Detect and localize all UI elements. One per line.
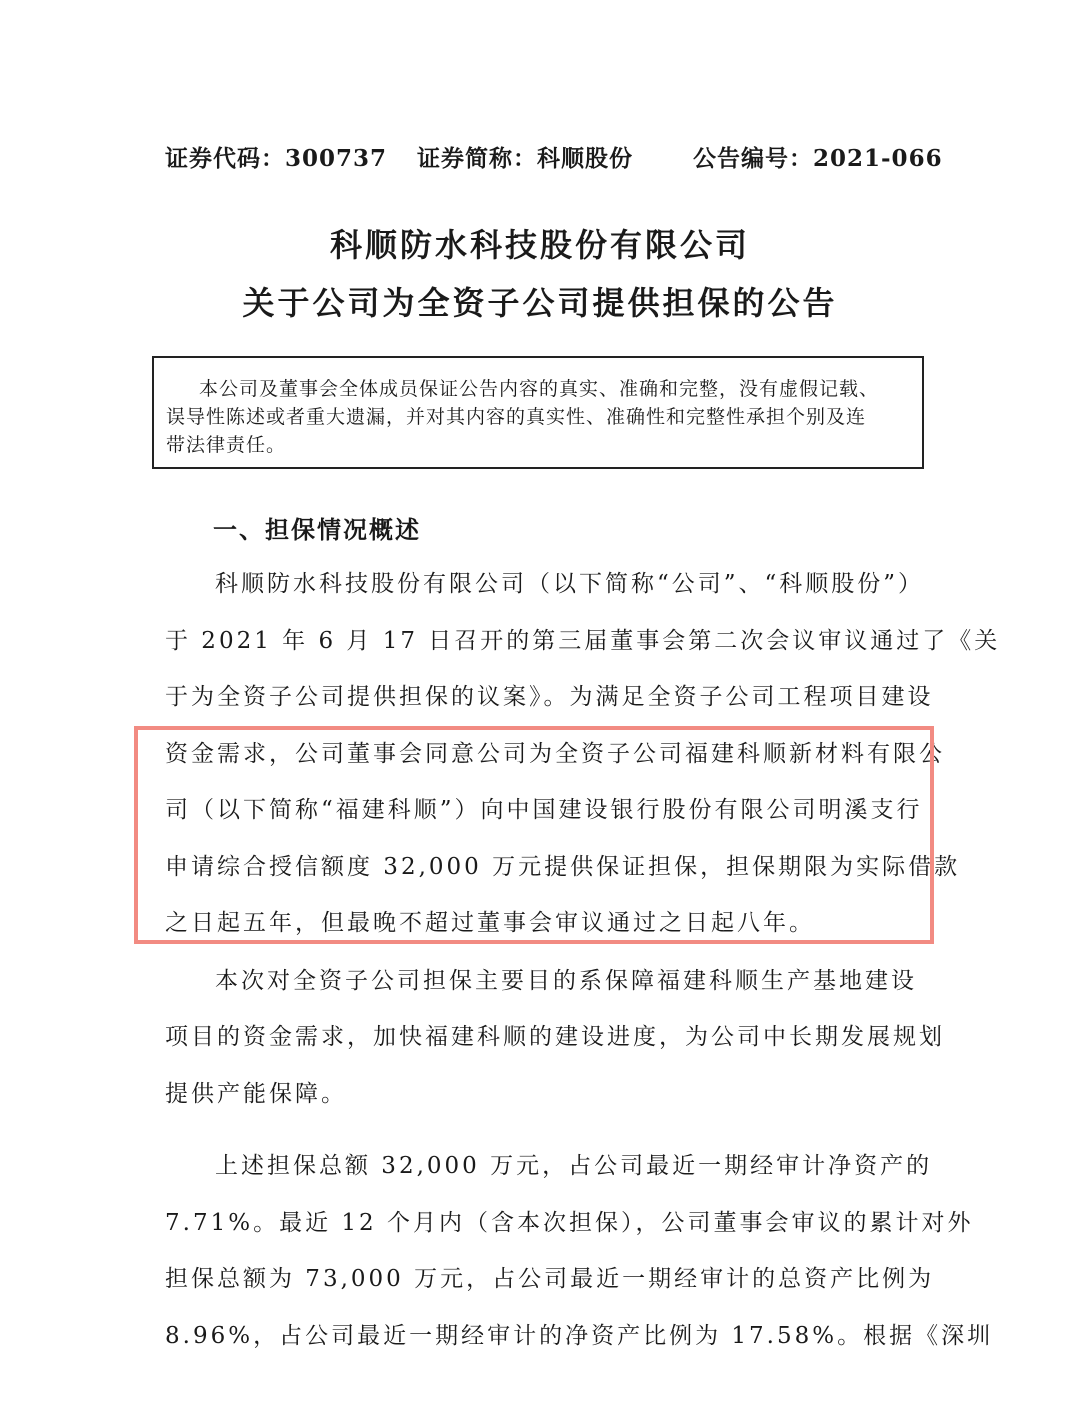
securities-abbreviation: 证券简称：科顺股份 <box>417 145 633 172</box>
paragraph-line: 本次对全资子公司担保主要目的系保障福建科顺生产基地建设 <box>215 968 917 994</box>
paragraph-line: 申请综合授信额度 32,000 万元提供保证担保，担保期限为实际借款 <box>165 854 961 880</box>
highlight-annotation <box>134 726 934 944</box>
section-heading: 一、担保情况概述 <box>213 515 421 544</box>
paragraph-line: 科顺防水科技股份有限公司（以下简称“公司”、“科顺股份”） <box>215 571 925 597</box>
disclaimer-box <box>152 356 924 469</box>
paragraph-line: 担保总额为 73,000 万元，占公司最近一期经审计的总资产比例为 <box>165 1266 935 1292</box>
announcement-number: 公告编号：2021-066 <box>693 145 943 172</box>
disclaimer-line: 本公司及董事会全体成员保证公告内容的真实、准确和完整，没有虚假记载、 <box>199 378 880 400</box>
paragraph-line: 于 2021 年 6 月 17 日召开的第三届董事会第二次会议审议通过了《关 <box>165 628 1001 654</box>
disclaimer-line: 带法律责任。 <box>166 434 287 456</box>
paragraph-line: 资金需求，公司董事会同意公司为全资子公司福建科顺新材料有限公 <box>165 741 945 767</box>
paragraph-line: 8.96%，占公司最近一期经审计的净资产比例为 17.58%。根据《深圳 <box>165 1323 994 1349</box>
securities-code: 证券代码：300737 <box>165 145 388 172</box>
company-name-title: 科顺防水科技股份有限公司 <box>329 226 750 264</box>
paragraph-line: 上述担保总额 32,000 万元，占公司最近一期经审计净资产的 <box>215 1153 933 1179</box>
announcement-title: 关于公司为全资子公司提供担保的公告 <box>242 284 838 322</box>
paragraph-line: 司（以下简称“福建科顺”）向中国建设银行股份有限公司明溪支行 <box>165 797 923 823</box>
paragraph-line: 提供产能保障。 <box>165 1081 347 1107</box>
paragraph-line: 7.71%。最近 12 个月内（含本次担保），公司董事会审议的累计对外 <box>165 1210 974 1236</box>
paragraph-line: 于为全资子公司提供担保的议案》。为满足全资子公司工程项目建设 <box>165 684 934 710</box>
paragraph-line: 项目的资金需求，加快福建科顺的建设进度，为公司中长期发展规划 <box>165 1024 945 1050</box>
disclaimer-line: 误导性陈述或者重大遗漏，并对其内容的真实性、准确性和完整性承担个别及连 <box>166 406 867 428</box>
paragraph-line: 之日起五年，但最晚不超过董事会审议通过之日起八年。 <box>165 910 815 936</box>
securities-header <box>165 140 943 180</box>
